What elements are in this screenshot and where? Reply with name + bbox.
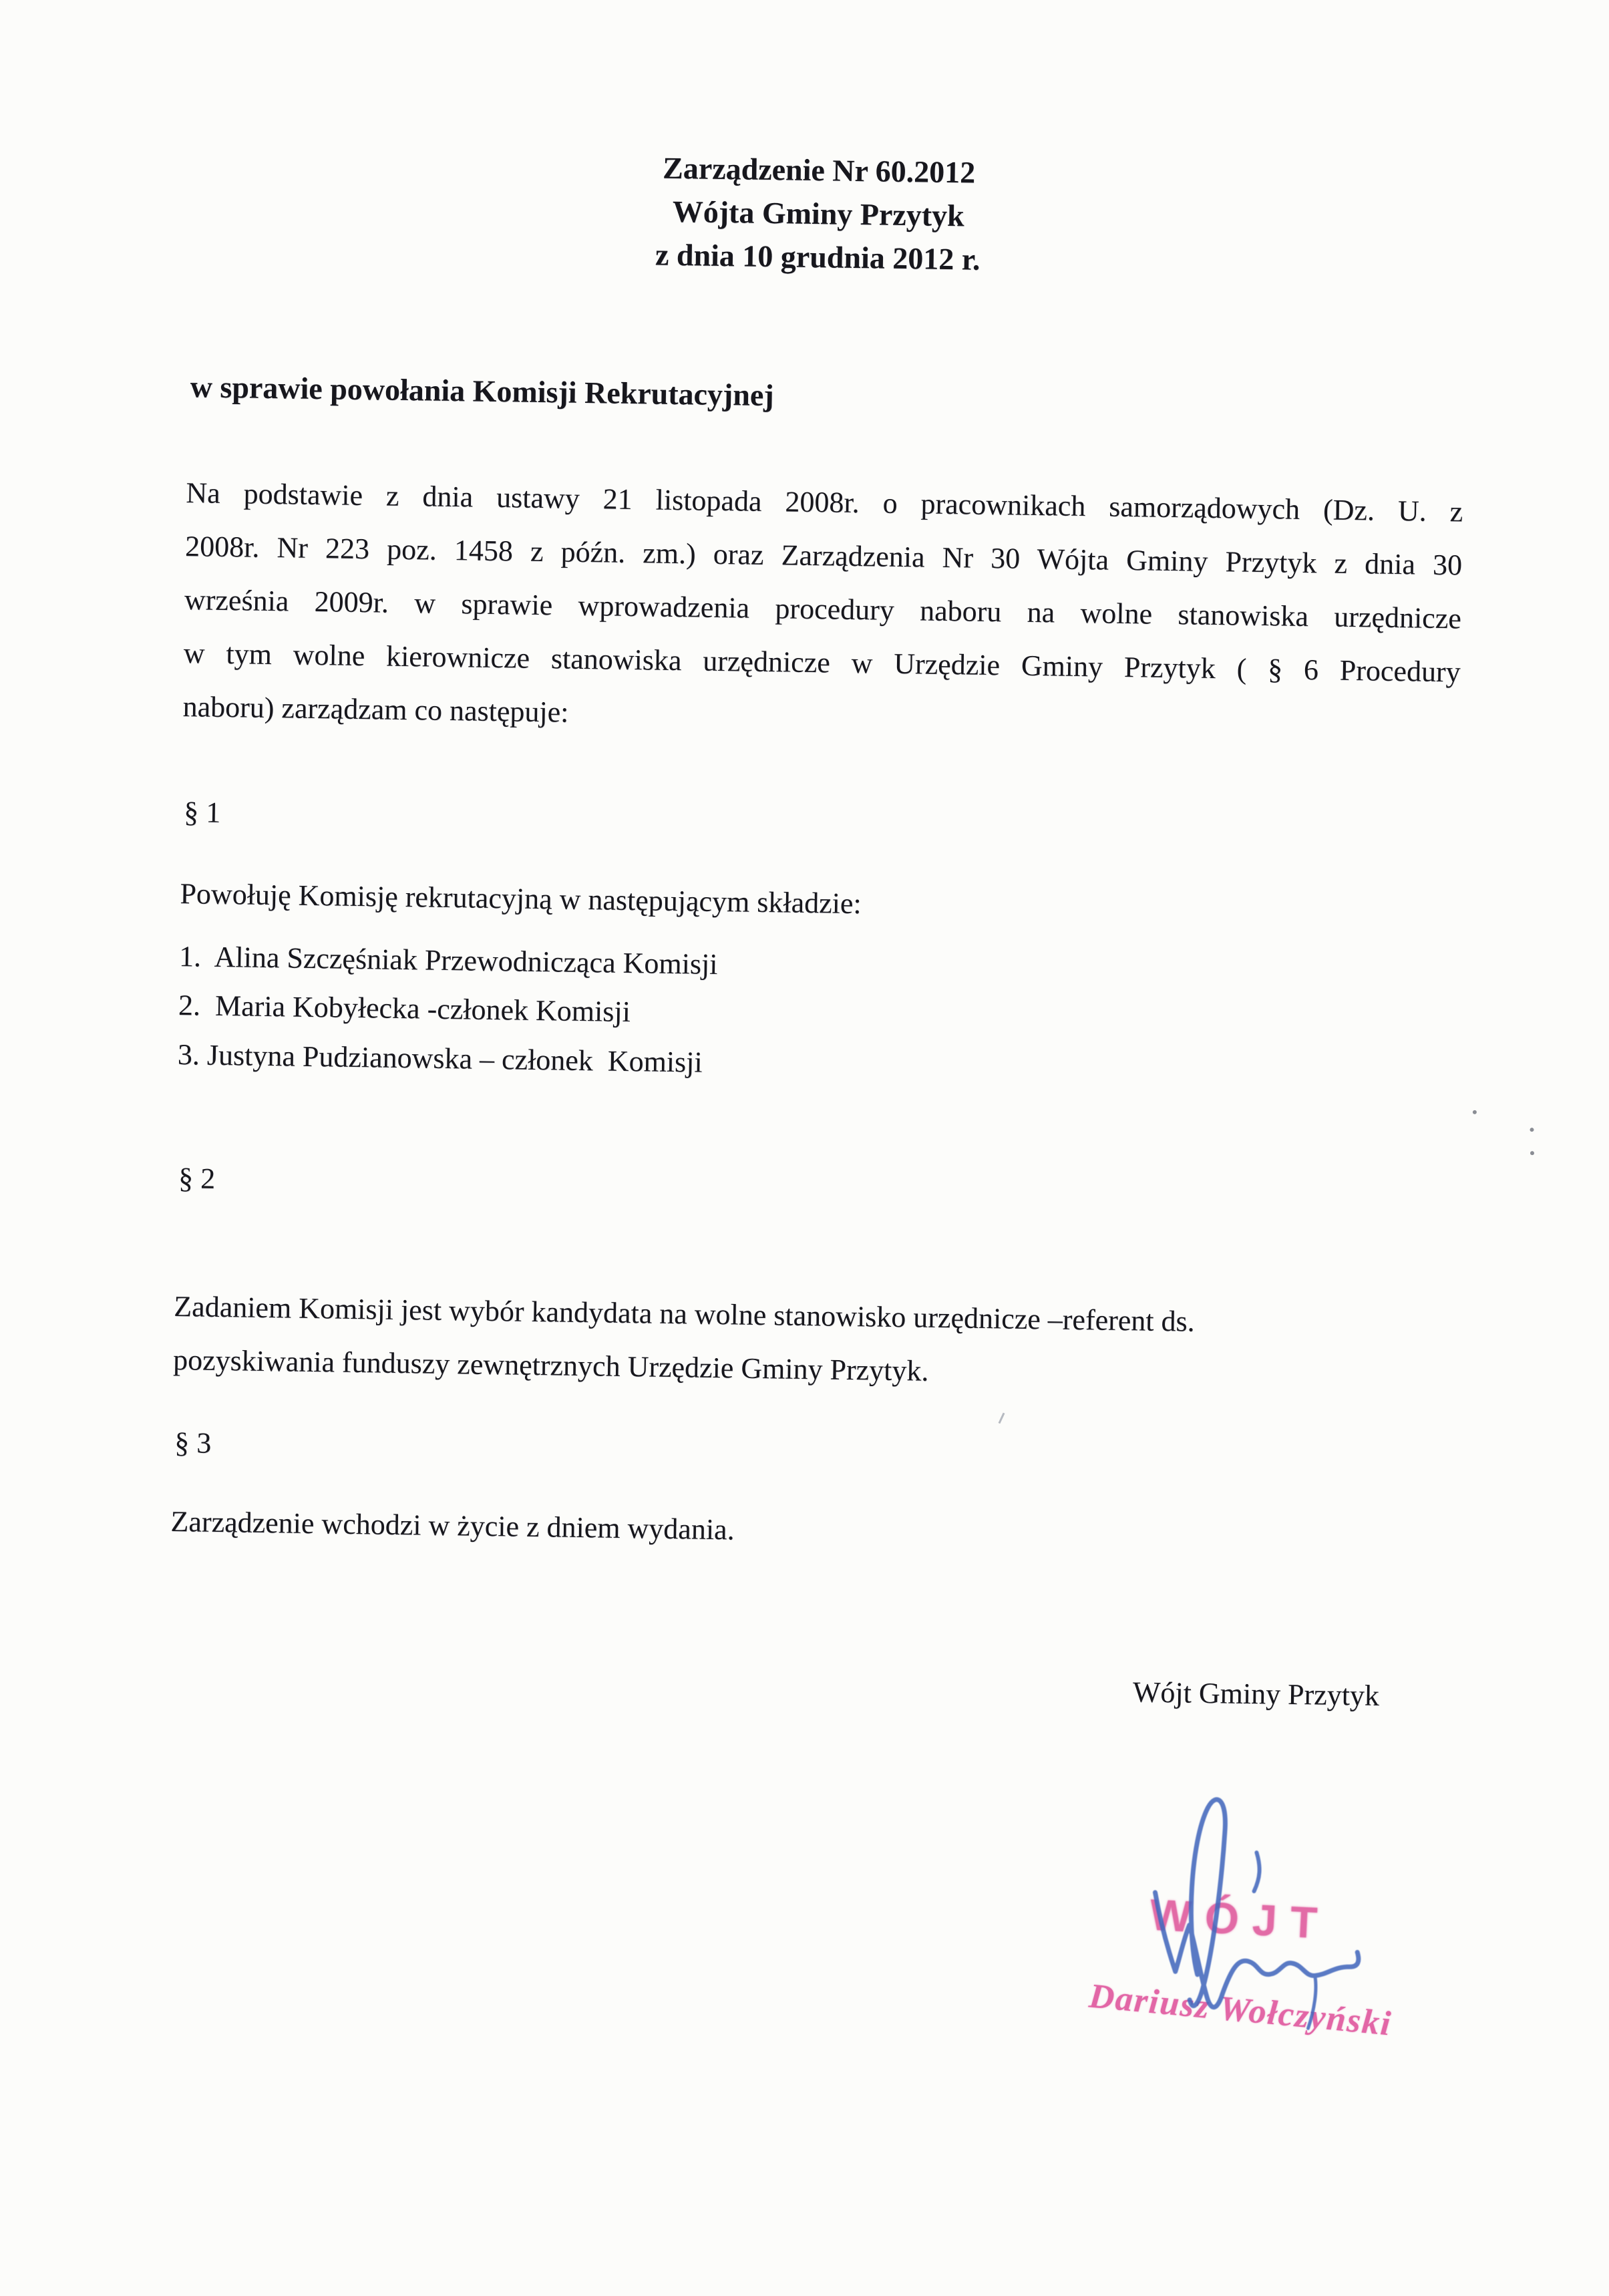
preamble-line: w tym wolne kierownicze stanowiska urzędnicze w Urzędzie Gminy Przytyk ( § 6 Procedury [183, 637, 1461, 689]
preamble-paragraph [182, 466, 1463, 752]
header-date: z dnia 10 grudnia 2012 r. [655, 237, 980, 277]
signature-stroke [1190, 1799, 1226, 2006]
task-paragraph-line-1: Zadaniem Komisji jest wybór kandydata na wolne stanowisko urzędnicze –referent ds. [174, 1290, 1196, 1338]
document-header [13, 136, 1609, 291]
mayor-stamp-name: Dariusz Wołczyński [1087, 1977, 1394, 2043]
scan-speck [1530, 1128, 1534, 1132]
header-title: Zarządzenie Nr 60.2012 [662, 150, 976, 190]
handwritten-signature [1115, 1765, 1407, 2056]
member-item-3: 3. Justyna Pudzianowska – członek Komisji [177, 1038, 703, 1079]
preamble-line: naboru) zarządzam co następuje: [182, 690, 569, 729]
signatory-title: Wójt Gminy Przytyk [1132, 1675, 1380, 1712]
committee-intro: Powołuję Komisję rekrutacyjną w następującym składzie: [180, 877, 862, 921]
preamble-line: 2008r. Nr 223 poz. 1458 z późn. zm.) oraz Zarządzenia Nr 30 Wójta Gminy Przytyk z dnia 30 [184, 530, 1463, 582]
preamble-line: Na podstawie z dnia ustawy 21 listopada 2008r. o pracownikach samorządowych (Dz. U. z [186, 476, 1463, 528]
preamble-line: września 2009r. w sprawie wprowadzenia procedury naboru na wolne stanowiska urzędnicze [184, 583, 1462, 635]
header-issuer: Wójta Gminy Przytyk [672, 194, 965, 233]
section-mark-3: § 3 [174, 1426, 212, 1460]
section-mark-1: § 1 [183, 796, 221, 829]
signature-stroke [1254, 1852, 1260, 1891]
signature-stroke [1308, 1975, 1316, 2028]
signature-stroke [1153, 1893, 1359, 2009]
effective-date-line: Zarządzenie wchodzi w życie z dniem wydania. [170, 1504, 735, 1546]
scan-slash [999, 1413, 1005, 1424]
scan-speck [1473, 1110, 1477, 1114]
member-item-1: 1. Alina Szczęśniak Przewodnicząca Komisji [178, 940, 718, 981]
subject-line: w sprawie powołania Komisji Rekrutacyjnej [190, 369, 775, 413]
task-paragraph [173, 1280, 1477, 1406]
committee-member-list [177, 939, 1182, 1079]
member-item-2: 2. Maria Kobyłecka -członek Komisji [178, 989, 631, 1029]
section-mark-2: § 2 [178, 1162, 216, 1195]
task-paragraph-line-2: pozyskiwania funduszy zewnętrznych Urzędzie Gminy Przytyk. [172, 1343, 929, 1387]
mayor-stamp-role: WÓJT [1148, 1889, 1332, 1949]
scan-speck [1530, 1151, 1534, 1155]
